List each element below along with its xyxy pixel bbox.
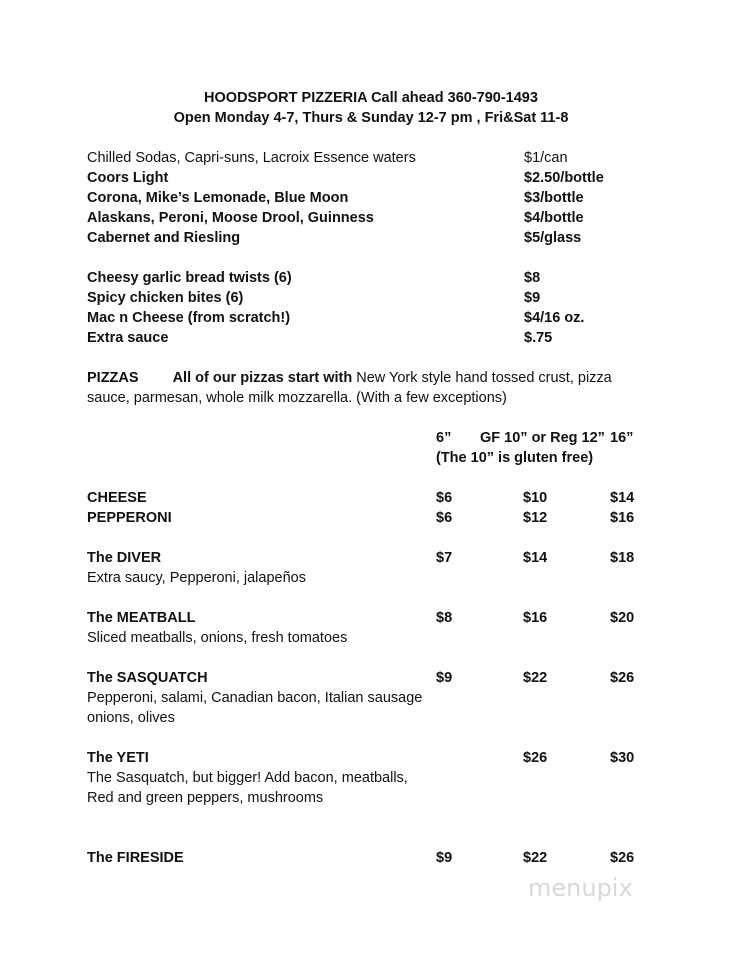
drink-price: $1/can [524, 150, 568, 166]
pizza-name: CHEESE [87, 490, 147, 506]
side-price: $.75 [524, 330, 553, 346]
pizza-name: PEPPERONI [87, 510, 172, 526]
pizza-price-16: $30 [610, 750, 635, 766]
pizza-price-6: $6 [436, 490, 453, 506]
hours-line: Open Monday 4-7, Thurs & Sunday 12-7 pm , Fri&Sat 11-8 [173, 110, 569, 126]
pizza-price-16: $14 [610, 490, 635, 506]
drink-name: Corona, Mike’s Lemonade, Blue Moon [87, 190, 349, 206]
pizza-price-16: $20 [610, 610, 635, 626]
pizza-price-16: $26 [610, 850, 635, 866]
drink-name: Alaskans, Peroni, Moose Drool, Guinness [87, 210, 374, 226]
pizza-price-10: $22 [523, 670, 548, 686]
side-price: $9 [524, 290, 541, 306]
drink-name: Chilled Sodas, Capri-suns, Lacroix Essence waters [87, 150, 416, 166]
size-header-16: 16” [610, 430, 634, 446]
side-row [87, 308, 707, 328]
side-row [87, 328, 707, 348]
side-price: $4/16 oz. [524, 310, 585, 326]
pizza-price-6: $7 [436, 550, 453, 566]
size-header-10-12: GF 10” or Reg 12” [480, 430, 605, 446]
pizza-name: The MEATBALL [87, 610, 196, 626]
side-row [87, 288, 707, 308]
pizza-price-6: $9 [436, 850, 453, 866]
drink-price: $2.50/bottle [524, 170, 604, 186]
drink-row [87, 188, 707, 208]
pizza-name: The DIVER [87, 550, 162, 566]
pizza-price-6: $9 [436, 670, 453, 686]
pizza-price-16: $18 [610, 550, 635, 566]
side-name: Cheesy garlic bread twists (6) [87, 270, 292, 286]
pizza-name: The FIRESIDE [87, 850, 184, 866]
drink-row [87, 208, 707, 228]
pizza-price-10: $16 [523, 610, 548, 626]
pizza-price-10: $10 [523, 490, 548, 506]
drink-row [87, 168, 707, 188]
pizza-price-16: $16 [610, 510, 635, 526]
pizza-description: The Sasquatch, but bigger! Add bacon, meatballs, Red and green peppers, mushrooms [87, 770, 408, 806]
drink-price: $3/bottle [524, 190, 584, 206]
side-name: Extra sauce [87, 330, 169, 346]
drink-row [87, 228, 707, 248]
pizzas-intro-lead: All of our pizzas start with [172, 370, 353, 386]
pizza-price-10: $14 [523, 550, 548, 566]
side-price: $8 [524, 270, 541, 286]
side-name: Mac n Cheese (from scratch!) [87, 310, 291, 326]
pizzas-label: PIZZAS [87, 370, 139, 386]
pizza-price-10: $26 [523, 750, 548, 766]
drink-name: Coors Light [87, 170, 169, 186]
side-name: Spicy chicken bites (6) [87, 290, 244, 306]
pizza-name: The YETI [87, 750, 149, 766]
pizza-price-10: $22 [523, 850, 548, 866]
watermark-logo: menupix [528, 874, 633, 902]
drink-price: $5/glass [524, 230, 582, 246]
pizza-price-16: $26 [610, 670, 635, 686]
pizzas-intro-rest: New York style hand tossed crust, pizza [352, 370, 612, 386]
pizza-description: Sliced meatballs, onions, fresh tomatoes [87, 630, 348, 646]
title-line: HOODSPORT PIZZERIA Call ahead 360-790-1493 [204, 90, 538, 106]
pizza-price-10: $12 [523, 510, 548, 526]
pizza-description: Pepperoni, salami, Canadian bacon, Italian sausage onions, olives [87, 690, 423, 726]
pizza-price-6: $6 [436, 510, 453, 526]
size-header-note: (The 10” is gluten free) [436, 450, 594, 466]
pizzas-intro-line2: sauce, parmesan, whole milk mozzarella. (With a few exceptions) [87, 390, 507, 406]
drink-name: Cabernet and Riesling [87, 230, 241, 246]
size-header-6: 6” [436, 430, 452, 446]
pizzas-intro-line1 [87, 368, 612, 388]
pizza-price-6: $8 [436, 610, 453, 626]
side-row [87, 268, 707, 288]
drink-price: $4/bottle [524, 210, 584, 226]
drink-row [87, 148, 707, 168]
pizza-name: The SASQUATCH [87, 670, 208, 686]
pizza-description: Extra saucy, Pepperoni, jalapeños [87, 570, 306, 586]
